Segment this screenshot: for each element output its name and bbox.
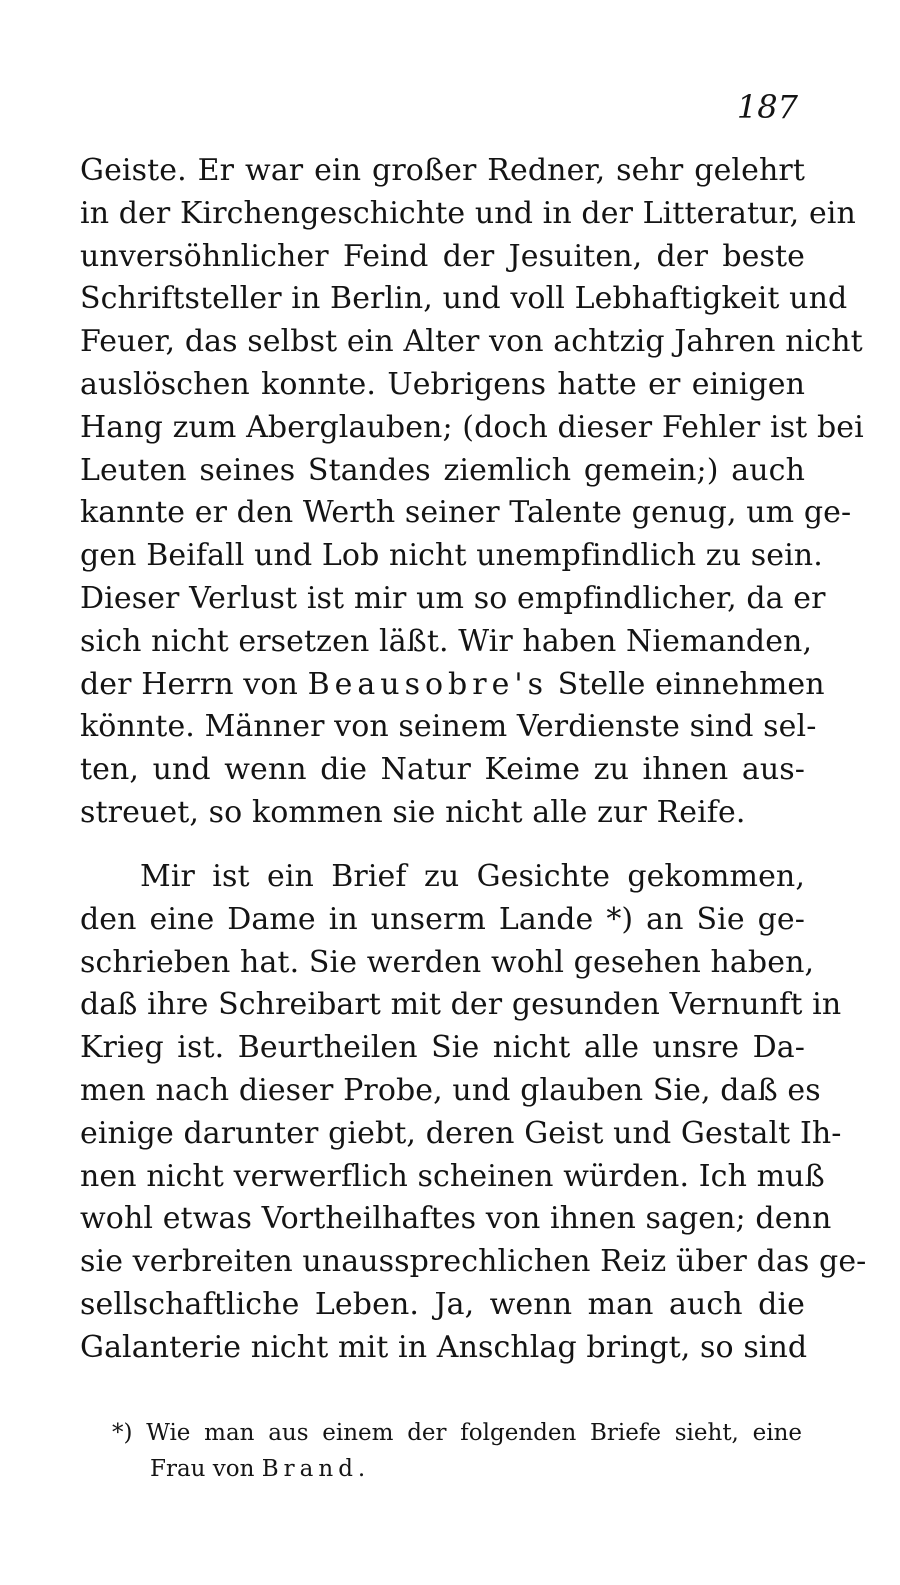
text-line: auslöschen konnte. Uebrigens hatte er einigen: [80, 366, 805, 402]
text-line: wohl etwas Vortheilhaftes von ihnen sagen; denn: [80, 1201, 832, 1237]
text-line: den eine Dame in unserm Lande *) an Sie ge-: [80, 901, 805, 937]
text-line: sellschaftliche Leben. Ja, wenn man auch die: [80, 1286, 805, 1322]
text-line: Galanterie nicht mit in Anschlag bringt, so sind: [80, 1329, 808, 1365]
paragraph-2: [80, 856, 867, 1370]
text-line: ten, und wenn die Natur Keime zu ihnen aus-: [80, 752, 805, 788]
text-line: nen nicht verwerflich scheinen würden. Ich muß: [80, 1158, 825, 1194]
text-line: einige darunter giebt, deren Geist und Gestalt Ih-: [80, 1115, 842, 1151]
text-line: sie verbreiten unaussprechlichen Reiz über das ge-: [80, 1244, 867, 1280]
text-line: sich nicht ersetzen läßt. Wir haben Niemanden,: [80, 623, 813, 659]
footnote: [112, 1415, 802, 1487]
text-line: könnte. Männer von seinem Verdienste sind sel-: [80, 709, 817, 745]
text-fragment: Frau von: [150, 1456, 255, 1482]
text-line: daß ihre Schreibart mit der gesunden Vernunft in: [80, 987, 842, 1023]
text-line: unversöhnlicher Feind der Jesuiten, der beste: [80, 238, 805, 274]
text-line: Hang zum Aberglauben; (doch dieser Fehler ist bei: [80, 409, 864, 445]
text-line: schrieben hat. Sie werden wohl gesehen haben,: [80, 944, 815, 980]
text-line: Geiste. Er war ein großer Redner, sehr gelehrt: [80, 153, 805, 188]
text-line: Krieg ist. Beurtheilen Sie nicht alle unsre Da-: [80, 1030, 805, 1066]
footnote-line: [112, 1451, 802, 1487]
text-line: in der Kirchengeschichte und in der Litteratur, ein: [80, 195, 856, 231]
paragraph-1: [80, 150, 864, 835]
text-line: Mir ist ein Brief zu Gesichte gekommen,: [140, 859, 805, 894]
text-line: Schriftsteller in Berlin, und voll Lebhaftigkeit und: [80, 281, 848, 317]
spaced-name: Beausobre's: [307, 666, 548, 702]
text-line: Feuer, das selbst ein Alter von achtzig Jahren nicht: [80, 324, 863, 360]
text-line: gen Beifall und Lob nicht unempfindlich zu sein.: [80, 538, 823, 574]
text-line: men nach dieser Probe, und glauben Sie, daß es: [80, 1072, 821, 1108]
text-fragment: der Herrn von: [80, 666, 298, 702]
text-line: [80, 664, 825, 707]
spaced-name: Brand.: [261, 1456, 371, 1482]
text-fragment: Stelle einnehmen: [557, 666, 825, 702]
text-line: kannte er den Werth seiner Talente genug, um ge-: [80, 495, 852, 531]
text-line: Leuten seines Standes ziemlich gemein;) auch: [80, 452, 805, 488]
text-line: Dieser Verlust ist mir um so empfindlicher, da er: [80, 580, 826, 616]
page-number: 187: [736, 88, 798, 126]
footnote-line: *) Wie man aus einem der folgenden Briefe sieht, eine: [112, 1420, 802, 1446]
text-line: streuet, so kommen sie nicht alle zur Reife.: [80, 794, 746, 830]
